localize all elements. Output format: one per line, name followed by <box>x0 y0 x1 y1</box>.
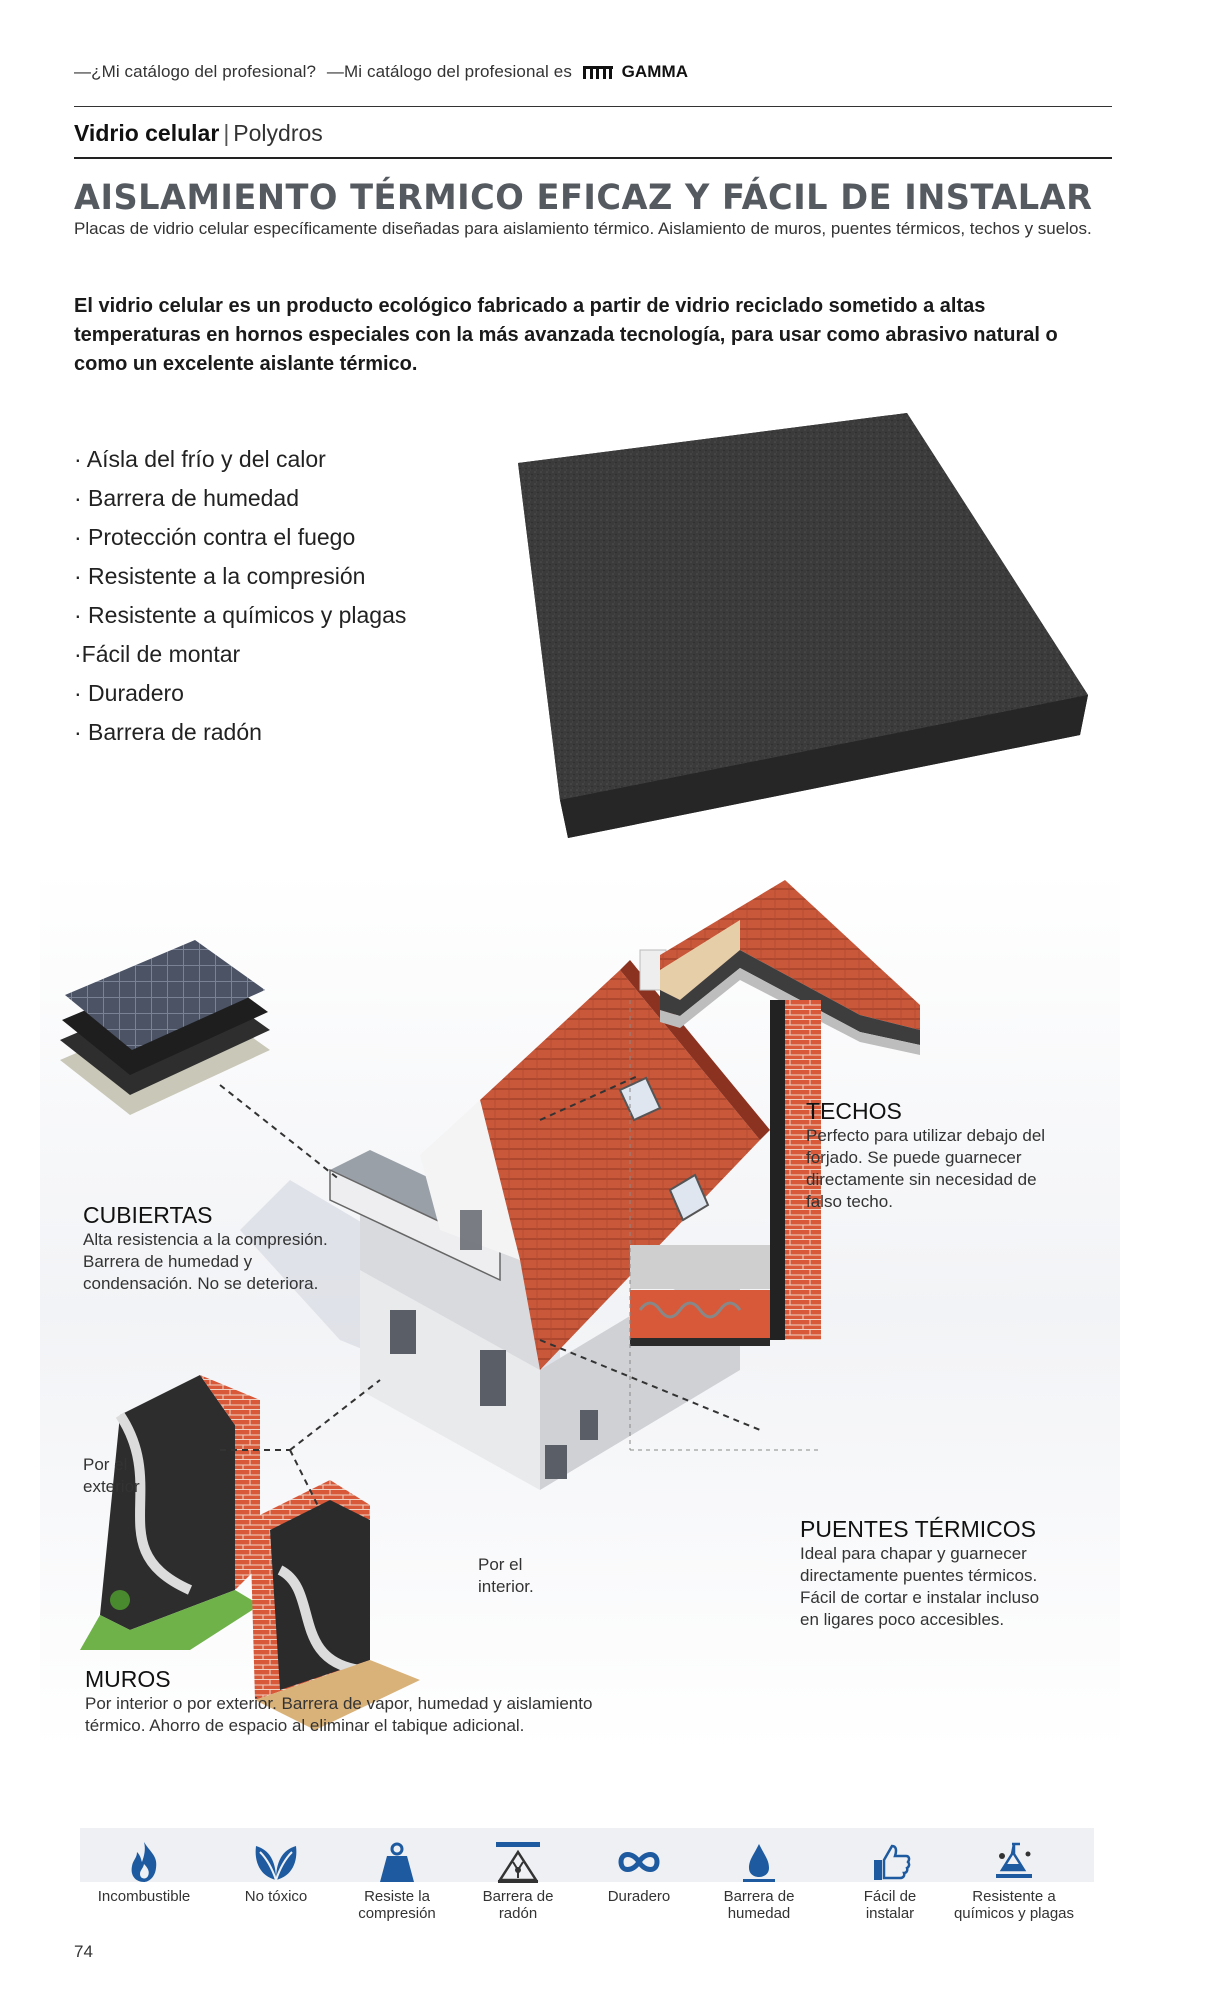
muros-interior-label <box>478 1554 534 1598</box>
muros-exterior-label <box>83 1454 140 1498</box>
interior-text: interior. <box>478 1577 534 1596</box>
page-subtitle: Placas de vidrio celular específicamente diseñadas para aislamiento térmico. Aislamiento de muros, puentes térmicos, techos y suelos. <box>74 219 1092 238</box>
property-resistente-quimicos <box>944 1840 1084 1922</box>
gamma-logo-icon <box>583 64 613 80</box>
header-rule <box>74 106 1112 107</box>
section-name: Vidrio celular <box>74 120 220 146</box>
property-facil-instalar <box>820 1840 960 1922</box>
property-label: Barrera de humedad <box>723 1888 795 1922</box>
puentes-text: directamente puentes térmicos. <box>800 1566 1038 1585</box>
property-incombustible <box>74 1840 214 1905</box>
section-heading <box>74 120 323 147</box>
section-brand: Polydros <box>233 120 323 146</box>
feature-item: ·Fácil de montar <box>74 641 241 667</box>
property-barrera-humedad <box>689 1840 829 1922</box>
property-label: No tóxico <box>244 1888 308 1905</box>
feature-item: · Duradero <box>74 680 184 706</box>
techos-label <box>806 1098 1045 1213</box>
chemical-icon <box>990 1840 1038 1884</box>
techos-text: falso techo. <box>806 1192 893 1211</box>
property-resiste-compresion <box>327 1840 467 1922</box>
property-label: Duradero <box>607 1888 671 1905</box>
weight-icon <box>377 1840 417 1884</box>
feature-item: · Barrera de radón <box>74 719 262 745</box>
muros-text: Por interior o por exterior. Barrera de vapor, humedad y aislamiento <box>85 1694 593 1713</box>
muros-label <box>85 1666 592 1737</box>
cubiertas-text: Barrera de humedad y <box>83 1252 253 1271</box>
property-no-toxico <box>206 1840 346 1905</box>
cubiertas-text: Alta resistencia a la compresión. <box>83 1230 328 1249</box>
property-label: Resistente a químicos y plagas <box>953 1888 1075 1922</box>
intro-paragraph: El vidrio celular es un producto ecológico fabricado a partir de vidrio reciclado sometido a altas temperaturas en hornos especiales con la más avanzada tecnología, para usar como abrasivo natural o como un excelente aislante térmico. <box>74 295 1058 375</box>
feature-item: · Aísla del frío y del calor <box>74 446 326 472</box>
cubiertas-label <box>83 1202 328 1295</box>
property-label: Fácil de instalar <box>863 1888 917 1922</box>
cubiertas-title: CUBIERTAS <box>83 1202 213 1228</box>
muros-text: térmico. Ahorro de espacio al eliminar el tabique adicional. <box>85 1716 525 1735</box>
page-title: AISLAMIENTO TÉRMICO EFICAZ Y FÁCIL DE INSTALAR <box>74 178 1093 218</box>
feature-item: · Resistente a químicos y plagas <box>74 602 407 628</box>
puentes-text: Fácil de cortar e instalar incluso <box>800 1588 1040 1607</box>
exterior-text: exterior <box>83 1477 140 1496</box>
muros-title: MUROS <box>85 1666 171 1692</box>
feature-item: · Resistente a la compresión <box>74 563 366 589</box>
tagline-question: —¿Mi catálogo del profesional? <box>74 62 317 81</box>
brand-name: GAMMA <box>621 62 689 81</box>
radon-icon <box>494 1840 542 1884</box>
interior-text: Por el <box>478 1555 523 1574</box>
techos-text: Perfecto para utilizar debajo del <box>806 1126 1046 1145</box>
section-separator: | <box>223 120 230 146</box>
puentes-text: en ligares poco accesibles. <box>800 1610 1005 1629</box>
feature-item: · Protección contra el fuego <box>74 524 356 550</box>
techos-text: directamente sin necesidad de <box>806 1170 1037 1189</box>
techos-text: forjado. Se puede guarnecer <box>806 1148 1022 1167</box>
features-list <box>74 440 406 752</box>
property-label: Incombustible <box>97 1888 191 1905</box>
property-barrera-radon <box>448 1840 588 1922</box>
thumbs-up-icon <box>868 1840 912 1884</box>
techos-title: TECHOS <box>806 1098 902 1124</box>
water-drop-icon <box>739 1840 779 1884</box>
puentes-text: Ideal para chapar y guarnecer <box>800 1544 1027 1563</box>
flame-icon <box>124 1840 164 1884</box>
cubiertas-text: condensación. No se deteriora. <box>83 1274 319 1293</box>
exterior-text: Por el <box>83 1455 128 1474</box>
feature-item: · Barrera de humedad <box>74 485 300 511</box>
property-label: Resiste la compresión <box>358 1888 436 1922</box>
tagline-answer: —Mi catálogo del profesional es <box>326 62 572 81</box>
property-duradero <box>569 1840 709 1905</box>
page-number: 74 <box>74 1942 93 1961</box>
property-label: Barrera de radón <box>482 1888 554 1922</box>
header-tagline <box>74 62 688 82</box>
section-rule <box>74 157 1112 159</box>
puentes-title: PUENTES TÉRMICOS <box>800 1516 1036 1542</box>
cellular-glass-slab-image <box>510 405 1100 845</box>
infinity-icon <box>615 1840 663 1884</box>
puentes-termicos-label <box>800 1516 1039 1631</box>
leaf-icon <box>250 1840 302 1884</box>
